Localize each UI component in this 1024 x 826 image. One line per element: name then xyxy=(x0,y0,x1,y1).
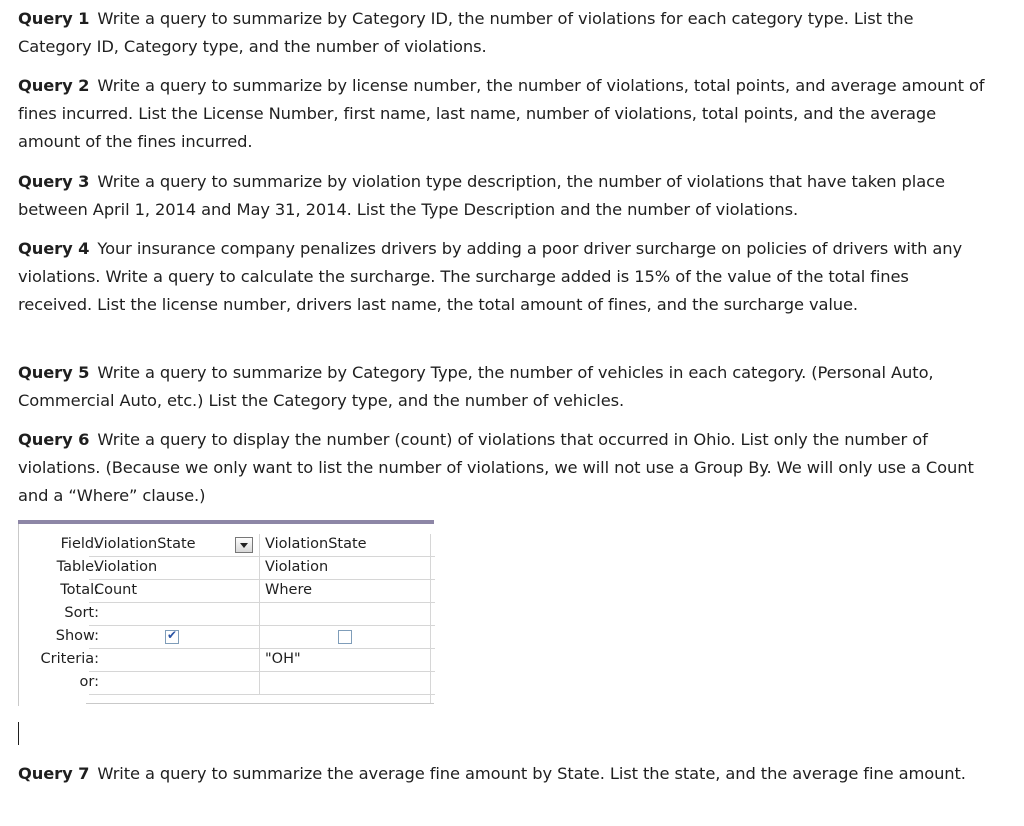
or-cell-col1[interactable] xyxy=(89,672,260,695)
field-value-col2: ViolationState xyxy=(265,536,367,552)
total-cell-col2[interactable] xyxy=(260,580,435,603)
row-label-table: Table: xyxy=(56,559,99,575)
query-1-paragraph xyxy=(18,5,986,61)
sort-cell-col2[interactable] xyxy=(260,603,435,626)
query-5-paragraph xyxy=(18,359,986,415)
show-checkbox-col1[interactable] xyxy=(165,630,179,644)
query-7-paragraph xyxy=(18,760,986,788)
query-3-text: Write a query to summarize by violation type description, the number of violations that have taken place between April 1, 2014 and May 31, 2014. List the Type Description and the number of violations. xyxy=(18,172,945,219)
query-6-text: Write a query to display the number (count) of violations that occurred in Ohio. List only the number of violations. (Because we only want to list the number of violations, we will not use a Group By. We will only use a Count and a “Where” clause.) xyxy=(18,430,974,505)
grid-row-criteria xyxy=(19,649,435,671)
query-4-text: Your insurance company penalizes drivers by adding a poor driver surcharge on policies of drivers with any violations. Write a query to calculate the surcharge. The surcharge added is 15% of the value of the total fines received. List the license number, drivers last name, the total amount of fines, and the surcharge value. xyxy=(18,239,963,314)
field-value-col1: ViolationState xyxy=(94,536,196,552)
query-5-label: Query 5 xyxy=(18,363,90,382)
field-cell-col2[interactable] xyxy=(260,534,435,557)
show-cell-col1 xyxy=(89,626,260,649)
row-label-total: Total: xyxy=(60,582,99,598)
grid-row-total xyxy=(19,580,435,602)
query-6-paragraph xyxy=(18,426,986,510)
row-label-criteria: Criteria: xyxy=(40,651,99,667)
criteria-cell-col2[interactable] xyxy=(260,649,435,672)
show-checkbox-col2[interactable] xyxy=(338,630,352,644)
query-3-label: Query 3 xyxy=(18,172,90,191)
grid-row-or xyxy=(19,672,435,694)
or-cell-col2[interactable] xyxy=(260,672,435,695)
field-dropdown-button[interactable] xyxy=(235,537,253,553)
total-value-col2: Where xyxy=(265,582,313,598)
grid-row-field xyxy=(19,534,435,556)
query-7-label: Query 7 xyxy=(18,764,90,783)
query-1-label: Query 1 xyxy=(18,9,90,28)
query-2-text: Write a query to summarize by license number, the number of violations, total points, and average amount of fines incurred. List the License Number, first name, last name, number of violations, total points, and the average amount of the fines incurred. xyxy=(18,76,985,151)
grid-bottom-border xyxy=(86,703,434,704)
grid-right-border xyxy=(430,534,431,704)
query-2-paragraph xyxy=(18,72,986,156)
table-value-col1: Violation xyxy=(94,559,158,575)
row-label-or: or: xyxy=(79,674,99,690)
grid-row-show xyxy=(19,626,435,648)
sort-cell-col1[interactable] xyxy=(89,603,260,626)
table-cell-col1[interactable] xyxy=(89,557,260,580)
row-label-show: Show: xyxy=(55,628,99,644)
query-1-text: Write a query to summarize by Category ID, the number of violations for each category type. List the Category ID, Category type, and the number of violations. xyxy=(18,9,914,56)
grid-row-sort xyxy=(19,603,435,625)
query-6-label: Query 6 xyxy=(18,430,90,449)
total-value-col1: Count xyxy=(94,582,138,598)
query-4-paragraph xyxy=(18,235,986,319)
query-7-text: Write a query to summarize the average fine amount by State. List the state, and the average fine amount. xyxy=(97,764,966,783)
text-cursor xyxy=(18,722,19,745)
total-cell-col1[interactable] xyxy=(89,580,260,603)
query-2-label: Query 2 xyxy=(18,76,90,95)
query-3-paragraph xyxy=(18,168,986,224)
table-cell-col2[interactable] xyxy=(260,557,435,580)
grid-row-table xyxy=(19,557,435,579)
criteria-value-col2: "OH" xyxy=(265,651,301,667)
row-label-field: Field: xyxy=(60,536,99,552)
query-4-label: Query 4 xyxy=(18,239,90,258)
query-5-text: Write a query to summarize by Category Type, the number of vehicles in each category. (Personal Auto, Commercial Auto, etc.) List the Category type, and the number of vehicles. xyxy=(18,363,934,410)
show-cell-col2 xyxy=(260,626,435,649)
table-value-col2: Violation xyxy=(265,559,329,575)
query-design-grid xyxy=(18,524,435,706)
criteria-cell-col1[interactable] xyxy=(89,649,260,672)
row-label-sort: Sort: xyxy=(64,605,99,621)
